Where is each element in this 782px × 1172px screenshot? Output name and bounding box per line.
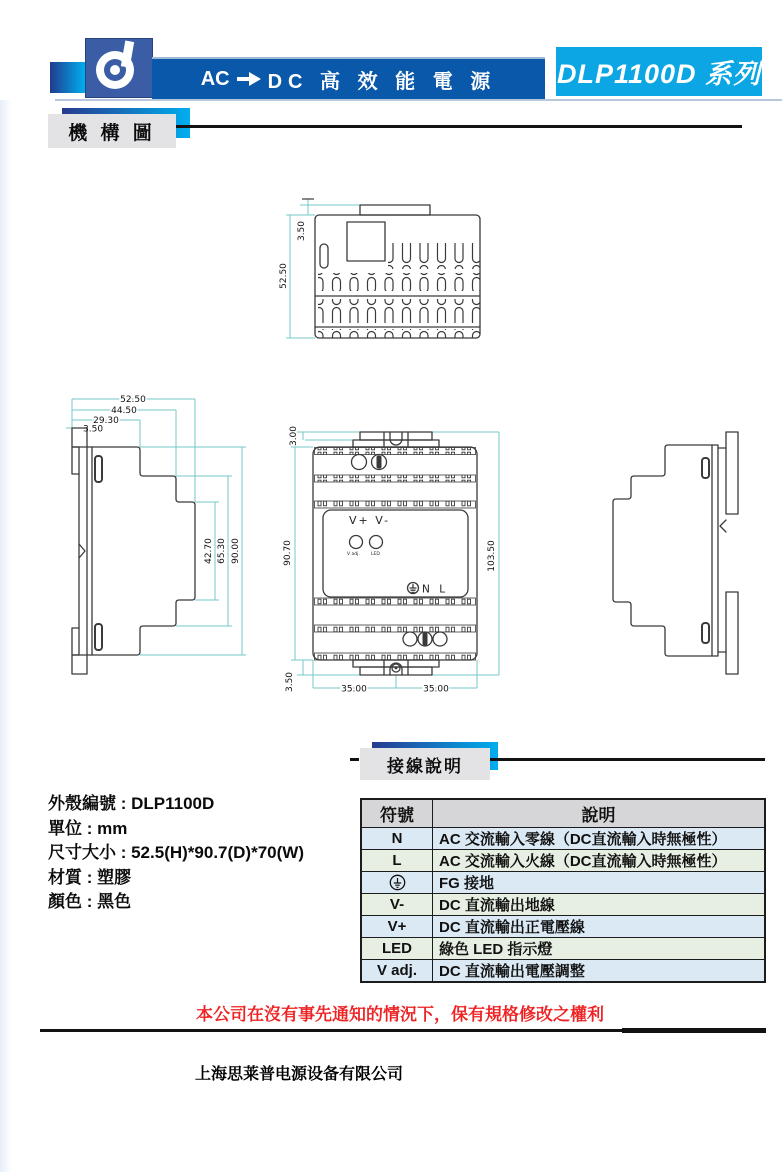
screw-slot bbox=[423, 633, 428, 646]
dim-label: 52.50 bbox=[120, 395, 146, 405]
clip-screw bbox=[395, 667, 398, 670]
table-row bbox=[361, 828, 765, 850]
divider-tick bbox=[350, 758, 359, 761]
dim-label: 3.50 bbox=[285, 671, 295, 693]
dim-label: 3.50 bbox=[297, 220, 307, 242]
vent-band bbox=[315, 475, 476, 482]
symbol-cell: V- bbox=[361, 894, 433, 916]
dim-label: 42.70 bbox=[204, 538, 214, 564]
dim-label: 3.00 bbox=[289, 425, 299, 447]
side-slot bbox=[95, 456, 102, 482]
banner-suffix: DC 高 效 能 電 源 bbox=[267, 70, 497, 93]
spec-line: 尺寸大小 : 52.5(H)*90.7(D)*70(W) bbox=[48, 843, 304, 862]
section-label-wiring: 接線說明 bbox=[360, 748, 490, 780]
symbol-column-header: 符號 bbox=[361, 799, 433, 828]
side-slot bbox=[702, 458, 709, 478]
dim-label: 29.30 bbox=[93, 416, 119, 426]
disclaimer-text: 本公司在沒有事先通知的情況下，保有規格修改之權利 bbox=[196, 1005, 604, 1024]
symbol-cell: V adj. bbox=[361, 960, 433, 983]
dim-label: 65.30 bbox=[217, 538, 227, 564]
vent-slots bbox=[318, 299, 480, 323]
dim-label: 35.00 bbox=[341, 684, 367, 695]
front-view-body bbox=[313, 432, 477, 675]
side-view-left-drawing bbox=[52, 386, 292, 686]
side-view-right-drawing bbox=[596, 430, 776, 680]
vadj-label: V adj. bbox=[347, 552, 360, 557]
dim-label: 3.50 bbox=[83, 424, 104, 435]
symbol-cell: N bbox=[361, 828, 433, 850]
front-view-drawing bbox=[283, 416, 515, 712]
dim-label: 90.70 bbox=[283, 540, 293, 566]
logo-d-icon bbox=[86, 39, 150, 95]
section-label-mechanical: 機 構 圖 bbox=[48, 114, 176, 148]
table-header-row bbox=[361, 799, 765, 828]
spec-line: 顏色 : 黑色 bbox=[48, 892, 132, 911]
symbol-cell bbox=[361, 872, 433, 894]
table-row bbox=[361, 894, 765, 916]
vent-slots bbox=[318, 273, 480, 291]
vent-band bbox=[315, 501, 476, 508]
table-row bbox=[361, 916, 765, 938]
side-view-dim-lines bbox=[66, 399, 246, 655]
spec-block bbox=[48, 792, 304, 915]
header-accent-square bbox=[50, 62, 85, 93]
dim-label: 52.50 bbox=[279, 263, 289, 289]
dim-label: 44.50 bbox=[111, 406, 137, 416]
banner-prefix: AC bbox=[200, 67, 230, 90]
spec-line: 外殼編號 : DLP1100D bbox=[48, 794, 215, 813]
description-cell: AC 交流輸入零線（DC直流輸入時無極性） bbox=[433, 828, 766, 850]
dim-label: 35.00 bbox=[423, 684, 449, 695]
vent-band bbox=[315, 448, 476, 455]
vent-band bbox=[315, 653, 476, 660]
table-row bbox=[361, 872, 765, 894]
side-slot bbox=[95, 624, 102, 650]
table-row bbox=[361, 960, 765, 983]
vent-band bbox=[315, 625, 476, 632]
symbol-cell: V+ bbox=[361, 916, 433, 938]
vent-slots bbox=[318, 329, 480, 338]
description-cell: 綠色 LED 指示燈 bbox=[433, 938, 766, 960]
header-divider bbox=[55, 99, 782, 101]
divider-line bbox=[490, 758, 765, 761]
output-terminal-label: V+ V- bbox=[349, 514, 391, 527]
description-cell: DC 直流輸出正電壓線 bbox=[433, 916, 766, 938]
symbol-cell: L bbox=[361, 850, 433, 872]
spec-line: 單位 : mm bbox=[48, 818, 128, 838]
brand-logo bbox=[85, 38, 153, 98]
arrow-right-icon bbox=[237, 72, 261, 86]
description-cell: DC 直流輸出地線 bbox=[433, 894, 766, 916]
input-terminal-label: N L bbox=[422, 583, 449, 596]
table-row bbox=[361, 850, 765, 872]
description-cell: AC 交流輸入火線（DC直流輸入時無極性） bbox=[433, 850, 766, 872]
vent-band bbox=[315, 598, 476, 605]
wiring-table bbox=[360, 798, 766, 983]
symbol-cell: LED bbox=[361, 938, 433, 960]
top-view-drawing bbox=[276, 186, 492, 346]
earth-ground-icon bbox=[389, 874, 406, 891]
page-edge-tint bbox=[0, 100, 12, 1172]
vent-slots bbox=[388, 243, 480, 269]
spec-line: 材質 : 塑膠 bbox=[48, 867, 132, 887]
divider-line bbox=[176, 125, 742, 128]
dim-label: 103.50 bbox=[487, 540, 497, 572]
side-view-right-profile bbox=[613, 432, 738, 674]
screw-slot bbox=[377, 456, 382, 469]
description-cell: DC 直流輸出電壓調整 bbox=[433, 960, 766, 983]
divider-line-end bbox=[622, 1028, 766, 1033]
company-name: 上海思莱普电源设备有限公司 bbox=[195, 1066, 404, 1083]
side-view-profile bbox=[72, 428, 195, 674]
series-title: DLP1100D 系列 bbox=[556, 47, 762, 96]
led-label: LED bbox=[371, 552, 380, 557]
table-row bbox=[361, 938, 765, 960]
product-category-banner bbox=[152, 57, 545, 99]
dim-label: 90.00 bbox=[231, 538, 241, 564]
side-slot bbox=[702, 623, 709, 643]
description-column-header: 說明 bbox=[433, 799, 766, 828]
description-cell: FG 接地 bbox=[433, 872, 766, 894]
